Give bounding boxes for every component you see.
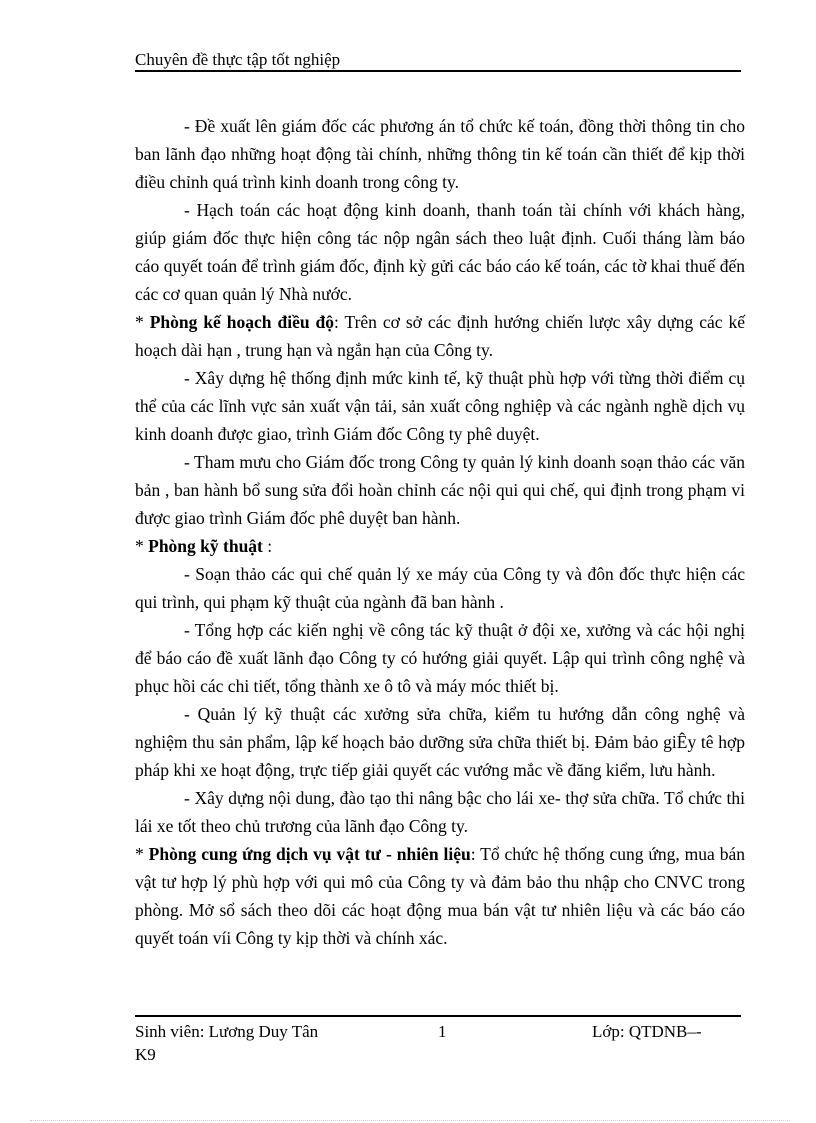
paragraph-text: : — [262, 536, 273, 556]
section-heading: Phòng kỹ thuật — [148, 536, 263, 556]
paragraph-text: - Tổng hợp các kiến nghị về công tác kỹ thuật ở đội xe, xưởng và các hội nghị để báo cáo đề xuất lãnh đạo Công ty có hướng giải quyết. Lập qui trình công nghệ và phục hồi các chi tiết, tổng thành xe ô tô và máy móc thiết bị. — [135, 620, 745, 696]
paragraph-text: - Đề xuất lên giám đốc các phương án tổ chức kế toán, đồng thời thông tin cho ban lãnh đạo những hoạt động tài chính, những thông tin kế toán cần thiết để kịp thời điều chỉnh quá trình kinh doanh trong công ty. — [135, 116, 745, 192]
bullet-marker: * — [135, 312, 150, 332]
page-header-title: Chuyên đề thực tập tốt nghiệp — [135, 50, 341, 69]
paragraph-text: - Hạch toán các hoạt động kinh doanh, thanh toán tài chính với khách hàng, giúp giám đốc thực hiện công tác nộp ngân sách theo luật định. Cuối tháng làm báo cáo quyết toán để trình giám đốc, định kỳ gửi các báo cáo kế toán, các tờ khai thuế đến các cơ quan quản lý Nhà nước. — [135, 200, 745, 304]
bullet-marker: * — [135, 536, 149, 556]
paragraph-text: - Tham mưu cho Giám đốc trong Công ty quản lý kinh doanh soạn thảo các văn bản , ban hành bổ sung sửa đổi hoàn chỉnh các nội qui qui chế, qui định trong phạm vi được giao trình Giám đốc phê duyệt ban hành. — [135, 452, 745, 528]
section-heading: Phòng cung ứng dịch vụ vật tư - nhiên liệu — [148, 844, 471, 864]
body-paragraph — [135, 784, 745, 840]
page-edge-divider — [30, 1120, 790, 1121]
body-paragraph — [135, 196, 745, 308]
section-heading-paragraph — [135, 308, 745, 364]
body-paragraph — [135, 112, 745, 196]
paragraph-text: - Quản lý kỹ thuật các xưởng sửa chữa, kiểm tu hướng dẫn công nghệ và nghiệm thu sản phẩm, lập kế hoạch bảo dưỡng sửa chữa thiết bị. Đảm bảo giÊy tê hợp pháp khi xe hoạt động, trực tiếp giải quyết các vướng mắc về đăng kiểm, lưu hành. — [135, 704, 745, 780]
body-paragraph — [135, 448, 745, 532]
paragraph-text: - Soạn thảo các qui chế quản lý xe máy của Công ty và đôn đốc thực hiện các qui trình, qui phạm kỹ thuật của ngành đã ban hành . — [135, 564, 745, 612]
bullet-marker: * — [135, 844, 149, 864]
body-paragraph — [135, 560, 745, 616]
body-paragraph — [135, 364, 745, 448]
body-paragraph — [135, 616, 745, 700]
footer-rule — [135, 1015, 741, 1017]
paragraph-text: : Trên cơ sở các định hướng chiến lược xây dựng các kế hoạch dài hạn , trung hạn và ngắn hạn của Công ty. — [135, 312, 746, 360]
section-heading-paragraph — [135, 532, 745, 560]
header-rule — [135, 70, 741, 72]
section-heading-paragraph — [135, 840, 745, 952]
footer-student — [135, 1020, 375, 1066]
footer-class-suffix: K9 — [135, 1045, 156, 1064]
paragraph-text: : Tổ chức hệ thống cung ứng, mua bán vật tư hợp lý phù hợp với qui mô của Công ty và đảm bảo thu nhập cho CNVC trong phòng. Mở sổ sách theo dõi các hoạt động mua bán vật tư nhiên liệu và các báo cáo quyết toán víi Công ty kịp thời và chính xác. — [135, 844, 745, 948]
document-body — [135, 112, 745, 952]
section-heading: Phòng kế hoạch điều độ — [149, 312, 335, 332]
paragraph-text: - Xây dựng hệ thống định mức kinh tế, kỹ thuật phù hợp với từng thời điểm cụ thể của các lĩnh vực sản xuất vận tải, sản xuất công nghiệp và các ngành nghề dịch vụ kinh doanh được giao, trình Giám đốc Công ty phê duyệt. — [135, 368, 745, 444]
page-number: 1 — [438, 1022, 447, 1041]
footer-class: Lớp: QTDNB–- — [592, 1022, 702, 1041]
body-paragraph — [135, 700, 745, 784]
paragraph-text: - Xây dựng nội dung, đào tạo thi nâng bậc cho lái xe- thợ sửa chữa. Tổ chức thi lái xe tốt theo chủ trương của lãnh đạo Công ty. — [135, 788, 745, 836]
footer-student-name: Sinh viên: Lương Duy Tân — [135, 1022, 319, 1041]
